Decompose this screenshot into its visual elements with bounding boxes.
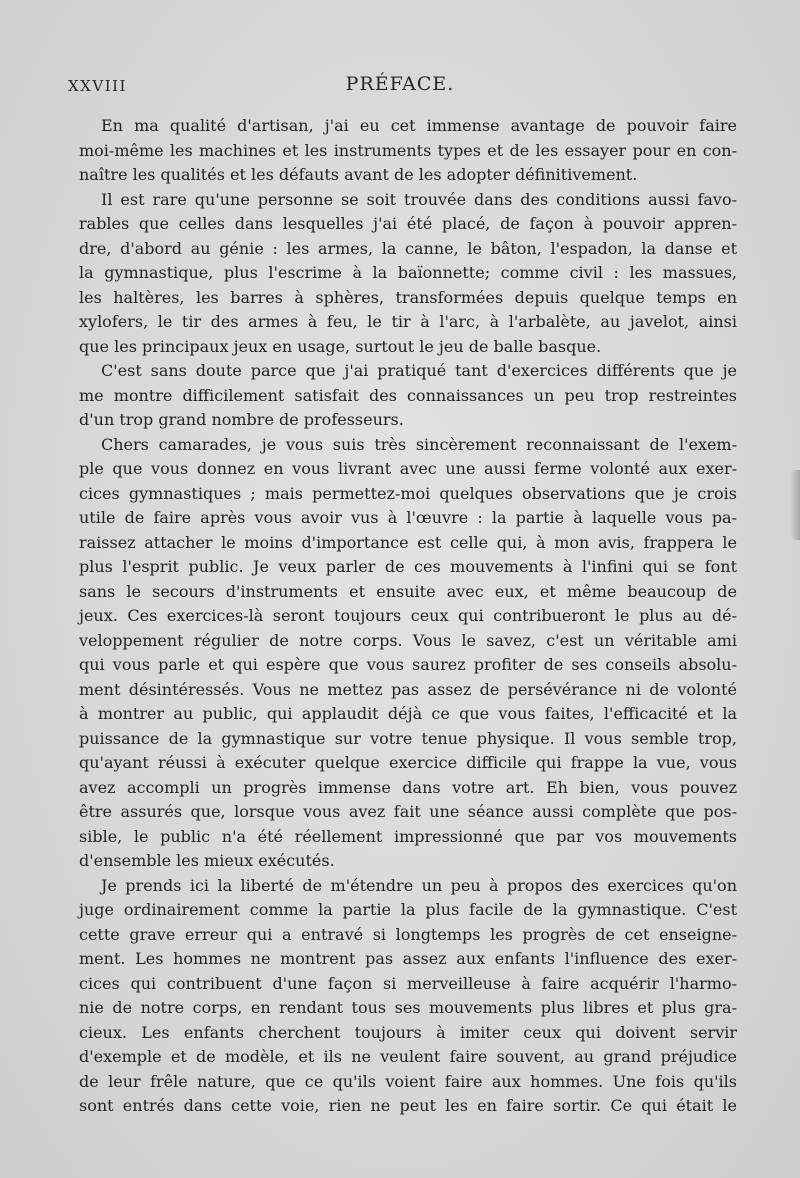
text-line: sont entrés dans cette voie, rien ne peut les en faire sortir. Ce qui était le [79, 1096, 737, 1115]
page-number: XXVIII [68, 77, 127, 95]
text-line: juge ordinairement comme la partie la plus facile de la gymnastique. C'est [79, 900, 737, 919]
text-line: ment. Les hommes ne montrent pas assez aux enfants l'influence des exer- [79, 949, 737, 968]
text-line: sible, le public n'a été réellement impressionné que par vos mouvements [79, 826, 737, 846]
text-line: nie de notre corps, en rendant tous ses mouvements plus libres et plus gra- [79, 998, 737, 1017]
text-line: veloppement régulier de notre corps. Vous le savez, c'est un véritable ami [79, 630, 737, 650]
text-line: ment désintéressés. Vous ne mettez pas assez de persévérance ni de volonté [79, 679, 737, 699]
text-line: Chers camarades, je vous suis très sincèrement reconnaissant de l'exem- [101, 434, 737, 454]
text-line: qui vous parle et qui espère que vous saurez profiter de ses conseils absolu- [79, 655, 737, 674]
body-text [79, 114, 737, 1119]
text-line: cices gymnastiques ; mais permettez-moi quelques observations que je crois [79, 483, 737, 503]
text-line: C'est sans doute parce que j'ai pratiqué tant d'exercices différents que je [101, 361, 737, 380]
text-line: la gymnastique, plus l'escrime à la baïonnette; comme civil : les massues, [79, 263, 737, 282]
text-line: utile de faire après vous avoir vus à l'œuvre : la partie à laquelle vous pa- [79, 508, 737, 527]
text-line: me montre difficilement satisfait des connaissances un peu trop restreintes [79, 385, 737, 405]
text-line: à montrer au public, qui applaudit déjà ce que vous faites, l'efficacité et la [79, 704, 737, 723]
text-line: dre, d'abord au génie : les armes, la canne, le bâton, l'espadon, la danse et [79, 238, 737, 258]
text-line: jeux. Ces exercices-là seront toujours ceux qui contribueront le plus au dé- [79, 606, 737, 625]
text-line: cices qui contribuent d'une façon si merveilleuse à faire acquérir l'harmo- [79, 973, 737, 993]
text-line: naître les qualités et les défauts avant de les adopter définitivement. [79, 165, 638, 184]
text-line: cette grave erreur qui a entravé si longtemps les progrès de cet enseigne- [79, 924, 737, 944]
text-line: avez accompli un progrès immense dans votre art. Eh bien, vous pouvez [79, 777, 737, 797]
page-header [68, 73, 732, 103]
text-line: d'exemple et de modèle, et ils ne veulent faire souvent, au grand préjudice [79, 1047, 737, 1066]
text-line: Je prends ici la liberté de m'étendre un peu à propos des exercices qu'on [101, 875, 737, 895]
text-line: rables que celles dans lesquelles j'ai été placé, de façon à pouvoir appren- [79, 214, 737, 233]
text-line: xylofers, le tir des armes à feu, le tir à l'arc, à l'arbalète, au javelot, ainsi [79, 312, 737, 331]
text-line: d'un trop grand nombre de professeurs. [79, 410, 404, 429]
text-line: les haltères, les barres à sphères, transformées depuis quelque temps en [79, 287, 737, 307]
text-line: plus l'esprit public. Je veux parler de ces mouvements à l'infini qui se font [79, 557, 737, 576]
text-line: être assurés que, lorsque vous avez fait une séance aussi complète que pos- [79, 802, 737, 821]
text-line: cieux. Les enfants cherchent toujours à imiter ceux qui doivent servir [79, 1022, 737, 1042]
text-line: puissance de la gymnastique sur votre tenue physique. Il vous semble trop, [79, 728, 737, 748]
text-line: de leur frêle nature, que ce qu'ils voient faire aux hommes. Une fois qu'ils [79, 1071, 737, 1091]
text-line: que les principaux jeux en usage, surtout le jeu de balle basque. [79, 336, 602, 356]
text-line: ple que vous donnez en vous livrant avec une aussi ferme volonté aux exer- [79, 459, 737, 478]
text-line: sans le secours d'instruments et ensuite avec eux, et même beaucoup de [79, 581, 737, 601]
text-line: d'ensemble les mieux exécutés. [79, 851, 335, 870]
page-edge-shadow [790, 470, 800, 540]
text-line: qu'ayant réussi à exécuter quelque exercice difficile qui frappe la vue, vous [79, 753, 737, 772]
text-line: moi-même les machines et les instruments types et de les essayer pour en con- [79, 140, 737, 160]
running-title: PRÉFACE. [345, 73, 455, 95]
text-line: raissez attacher le moins d'importance est celle qui, à mon avis, frappera le [79, 532, 737, 552]
text-line: En ma qualité d'artisan, j'ai eu cet immense avantage de pouvoir faire [101, 116, 737, 135]
text-line: Il est rare qu'une personne se soit trouvée dans des conditions aussi favo- [101, 189, 737, 209]
